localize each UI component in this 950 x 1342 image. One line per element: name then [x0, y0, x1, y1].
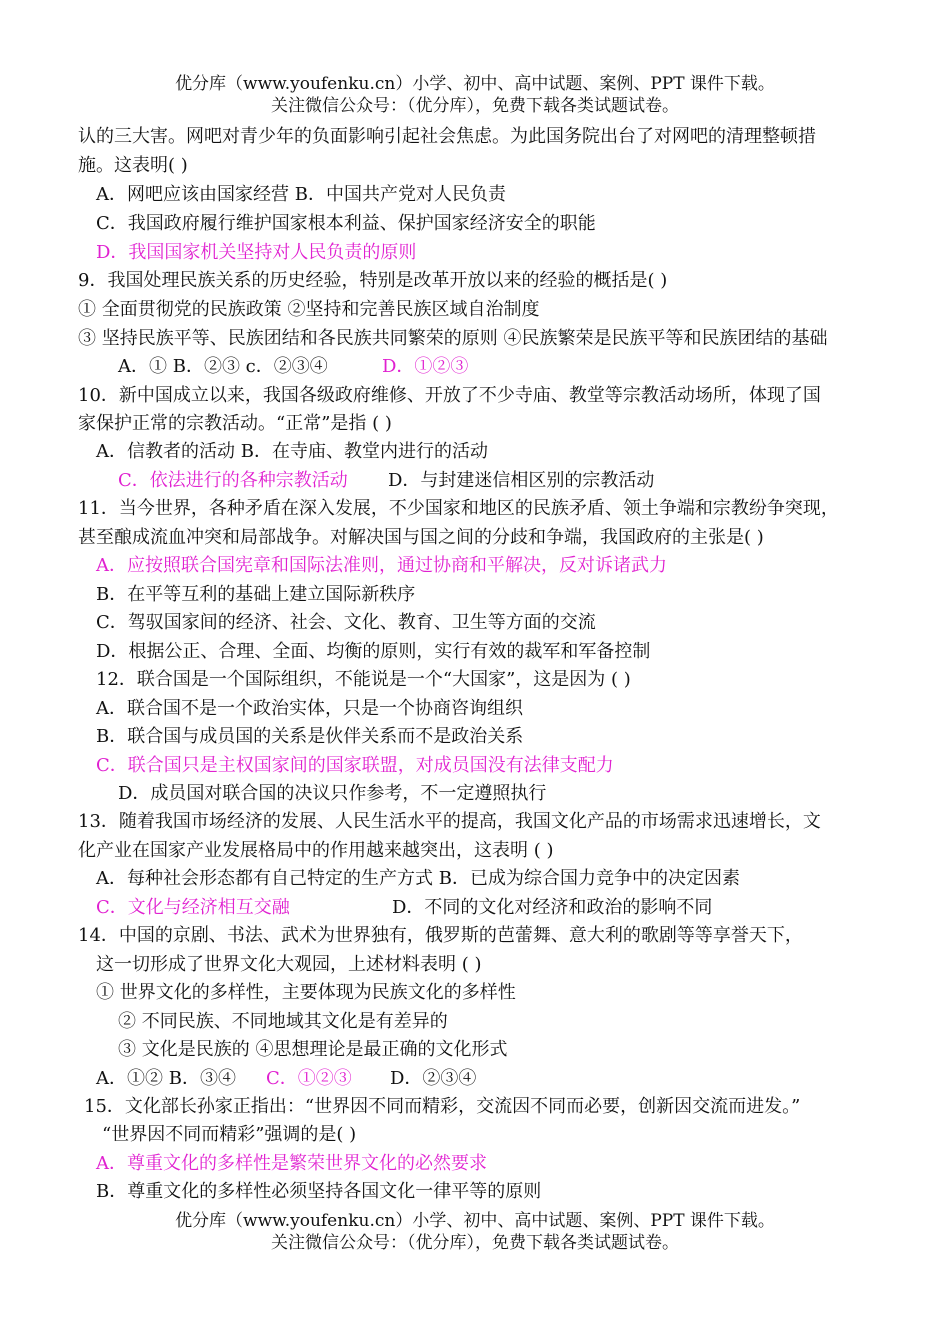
option-line: D．根据公正、合理、全面、均衡的原则，实行有效的裁军和军备控制 — [96, 641, 651, 662]
text-line: ① 全面贯彻党的民族政策 ②坚持和完善民族区域自治制度 — [78, 299, 540, 320]
text-line: 施。这表明( ) — [78, 155, 188, 176]
text-line: “世界因不同而精彩”强调的是( ) — [102, 1124, 357, 1145]
option-line: A．①② B．③④ — [96, 1068, 236, 1089]
option-line: A．① B．②③ c．②③④ — [118, 356, 328, 377]
question-14: 14．中国的京剧、书法、武术为世界独有，俄罗斯的芭蕾舞、意大利的歌剧等等享誉天下， — [78, 925, 803, 946]
option-line: D．成员国对联合国的决议只作参考，不一定遵照执行 — [118, 783, 547, 804]
option-line: D．与封建迷信相区别的宗教活动 — [388, 470, 655, 491]
text-line: 认的三大害。网吧对青少年的负面影响引起社会焦虑。为此国务院出台了对网吧的清理整顿措 — [78, 126, 816, 147]
question-13: 13．随着我国市场经济的发展、人民生活水平的提高，我国文化产品的市场需求迅速增长，文 — [78, 811, 821, 832]
option-line: A．每种社会形态都有自己特定的生产方式 B．已成为综合国力竞争中的决定因素 — [96, 868, 740, 889]
question-11: 11．当今世界，各种矛盾在深入发展，不少国家和地区的民族矛盾、领土争端和宗教纷争突现， — [78, 498, 839, 519]
text-line: ③ 坚持民族平等、民族团结和各民族共同繁荣的原则 ④民族繁荣是民族平等和民族团结的基础 — [78, 328, 828, 349]
option-line: C．驾驭国家间的经济、社会、文化、教育、卫生等方面的交流 — [96, 612, 596, 633]
option-line: A．联合国不是一个政治实体，只是一个协商咨询组织 — [96, 698, 523, 719]
option-line: B．尊重文化的多样性必须坚持各国文化一律平等的原则 — [96, 1181, 542, 1202]
option-line: A．信教者的活动 B．在寺庙、教堂内进行的活动 — [96, 441, 488, 462]
text-line: ③ 文化是民族的 ④思想理论是最正确的文化形式 — [118, 1039, 508, 1060]
option-line: C．我国政府履行维护国家根本利益、保护国家经济安全的职能 — [96, 213, 596, 234]
answer-option: A．尊重文化的多样性是繁荣世界文化的必然要求 — [96, 1153, 487, 1174]
text-line: ② 不同民族、不同地域其文化是有差异的 — [118, 1011, 448, 1032]
question-15: 15．文化部长孙家正指出：“世界因不同而精彩，交流因不同而必要，创新因交流而进发。” — [84, 1096, 801, 1117]
question-12: 12．联合国是一个国际组织，不能说是一个“大国家”，这是因为 ( ) — [96, 669, 631, 690]
answer-option: C．联合国只是主权国家间的国家联盟，对成员国没有法律支配力 — [96, 755, 614, 776]
answer-option: C．①②③ — [266, 1068, 352, 1089]
option-line: B．联合国与成员国的关系是伙伴关系而不是政治关系 — [96, 726, 524, 747]
answer-option: A．应按照联合国宪章和国际法准则，通过协商和平解决，反对诉诸武力 — [96, 555, 667, 576]
text-line: 这一切形成了世界文化大观园，上述材料表明 ( ) — [96, 954, 482, 975]
option-line: D．不同的文化对经济和政治的影响不同 — [392, 897, 713, 918]
answer-option: C．文化与经济相互交融 — [96, 897, 290, 918]
text-line: 家保护正常的宗教活动。“正常”是指 ( ) — [78, 413, 392, 434]
option-line: B．在平等互利的基础上建立国际新秩序 — [96, 584, 416, 605]
text-line: 甚至酿成流血冲突和局部战争。对解决国与国之间的分歧和争端，我国政府的主张是( ) — [78, 527, 764, 548]
text-line: 化产业在国家产业发展格局中的作用越来越突出，这表明 ( ) — [78, 840, 554, 861]
answer-option: D．①②③ — [382, 356, 469, 377]
footer-line-2: 关注微信公众号：（优分库），免费下载各类试题试卷。 — [271, 1233, 679, 1253]
question-10: 10．新中国成立以来，我国各级政府维修、开放了不少寺庙、教堂等宗教活动场所，体现了国 — [78, 385, 821, 406]
footer-line-1: 优分库（www.youfenku.cn）小学、初中、高中试题、案例、PPT 课件下载。 — [175, 1211, 775, 1231]
answer-option: C．依法进行的各种宗教活动 — [118, 470, 348, 491]
question-9: 9．我国处理民族关系的历史经验，特别是改革开放以来的经验的概括是( ) — [78, 270, 668, 291]
header-line-1: 优分库（www.youfenku.cn）小学、初中、高中试题、案例、PPT 课件下载。 — [175, 74, 775, 94]
option-line: A．网吧应该由国家经营 B．中国共产党对人民负责 — [96, 184, 506, 205]
header-line-2: 关注微信公众号：（优分库），免费下载各类试题试卷。 — [271, 96, 679, 116]
text-line: ① 世界文化的多样性，主要体现为民族文化的多样性 — [96, 982, 516, 1003]
answer-option: D．我国国家机关坚持对人民负责的原则 — [96, 242, 417, 263]
option-line: D．②③④ — [390, 1068, 477, 1089]
